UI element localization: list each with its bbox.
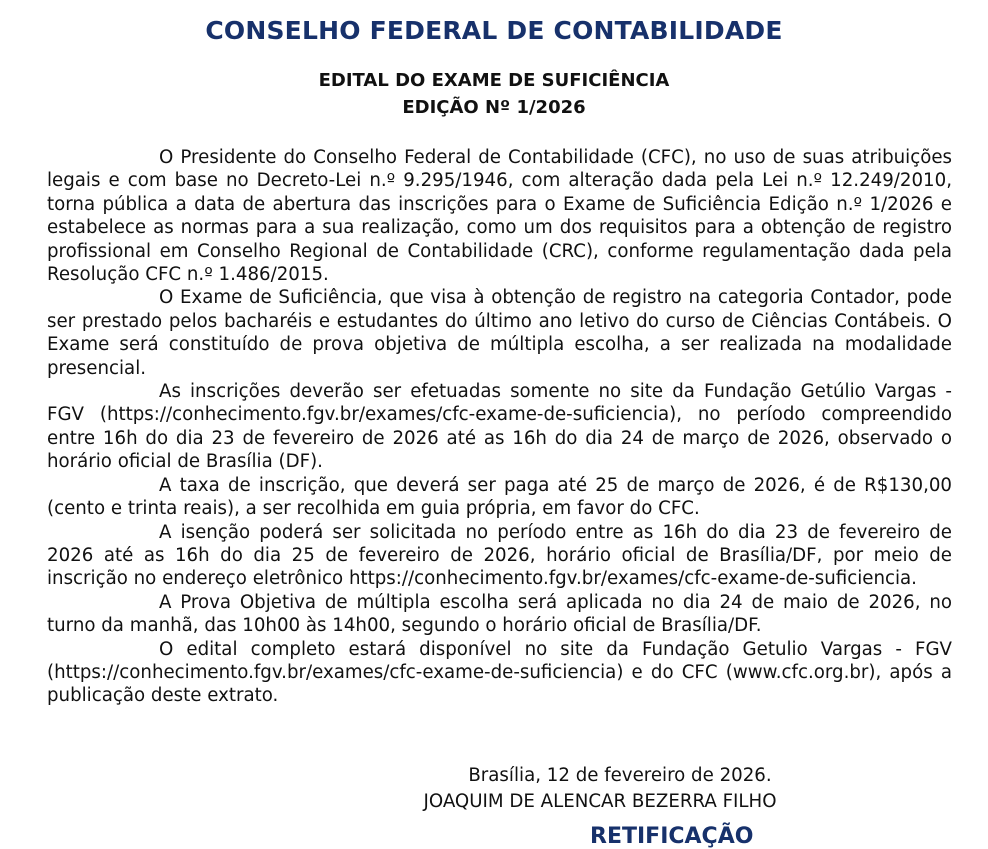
organization-title: CONSELHO FEDERAL DE CONTABILIDADE xyxy=(205,16,783,45)
signature-name: JOAQUIM DE ALENCAR BEZERRA FILHO xyxy=(423,791,777,812)
paragraph-registration: As inscrições deverão ser efetuadas somente no site da Fundação Getúlio Vargas - FGV (https://conhecimento.fgv.br/exames/cfc-exame-de-suficiencia), no período compreendido entre 16h do dia 23 de fevereiro de 2026 até as 16h do dia 24 de março de 2026, observado o horário oficial de Brasília (DF). xyxy=(47,381,952,473)
paragraph-exam-description: O Exame de Suficiência, que visa à obtenção de registro na categoria Contador, pode ser prestado pelos bacharéis e estudantes do último ano letivo do curso de Ciências Contábeis. O Exame será constituído de prova objetiva de múltipla escolha, a ser realizada na modalidade presencial. xyxy=(47,287,952,379)
next-section-heading-cut xyxy=(590,824,790,849)
paragraph-full-edital: O edital completo estará disponível no site da Fundação Getulio Vargas - FGV (https://conhecimento.fgv.br/exames/cfc-exame-de-suficiencia) e do CFC (www.cfc.org.br), após a publicação deste extrato. xyxy=(47,638,952,707)
paragraph-exemption: A isenção poderá ser solicitada no período entre as 16h do dia 23 de fevereiro de 2026 até as 16h do dia 25 de fevereiro de 2026, horário oficial de Brasília/DF, por meio de inscrição no endereço eletrônico https://conhecimento.fgv.br/exames/cfc-exame-de-suficiencia. xyxy=(47,521,952,590)
edital-body xyxy=(47,146,952,708)
edition-number: EDIÇÃO Nº 1/2026 xyxy=(402,97,586,118)
signature-place-date: Brasília, 12 de fevereiro de 2026. xyxy=(468,765,772,786)
paragraph-fee: A taxa de inscrição, que deverá ser paga até 25 de março de 2026, é de R$130,00 (cento e trinta reais), a ser recolhida em guia própria, em favor do CFC. xyxy=(47,474,952,520)
next-section-heading: RETIFICAÇÃO xyxy=(590,824,754,849)
paragraph-intro: O Presidente do Conselho Federal de Contabilidade (CFC), no uso de suas atribuições legais e com base no Decreto-Lei n.º 9.295/1946, com alteração dada pela Lei n.º 12.249/2010, torna pública a data de abertura das inscrições para o Exame de Suficiência Edição n.º 1/2026 e estabelece as normas para a sua realização, como um dos requisitos para a obtenção de registro profissional em Conselho Regional de Contabilidade (CRC), conforme regulamentação dada pela Resolução CFC n.º 1.486/2015. xyxy=(47,147,952,286)
paragraph-exam-date: A Prova Objetiva de múltipla escolha será aplicada no dia 24 de maio de 2026, no turno da manhã, das 10h00 às 14h00, segundo o horário oficial de Brasília/DF. xyxy=(47,591,952,637)
edital-title: EDITAL DO EXAME DE SUFICIÊNCIA xyxy=(318,70,670,91)
